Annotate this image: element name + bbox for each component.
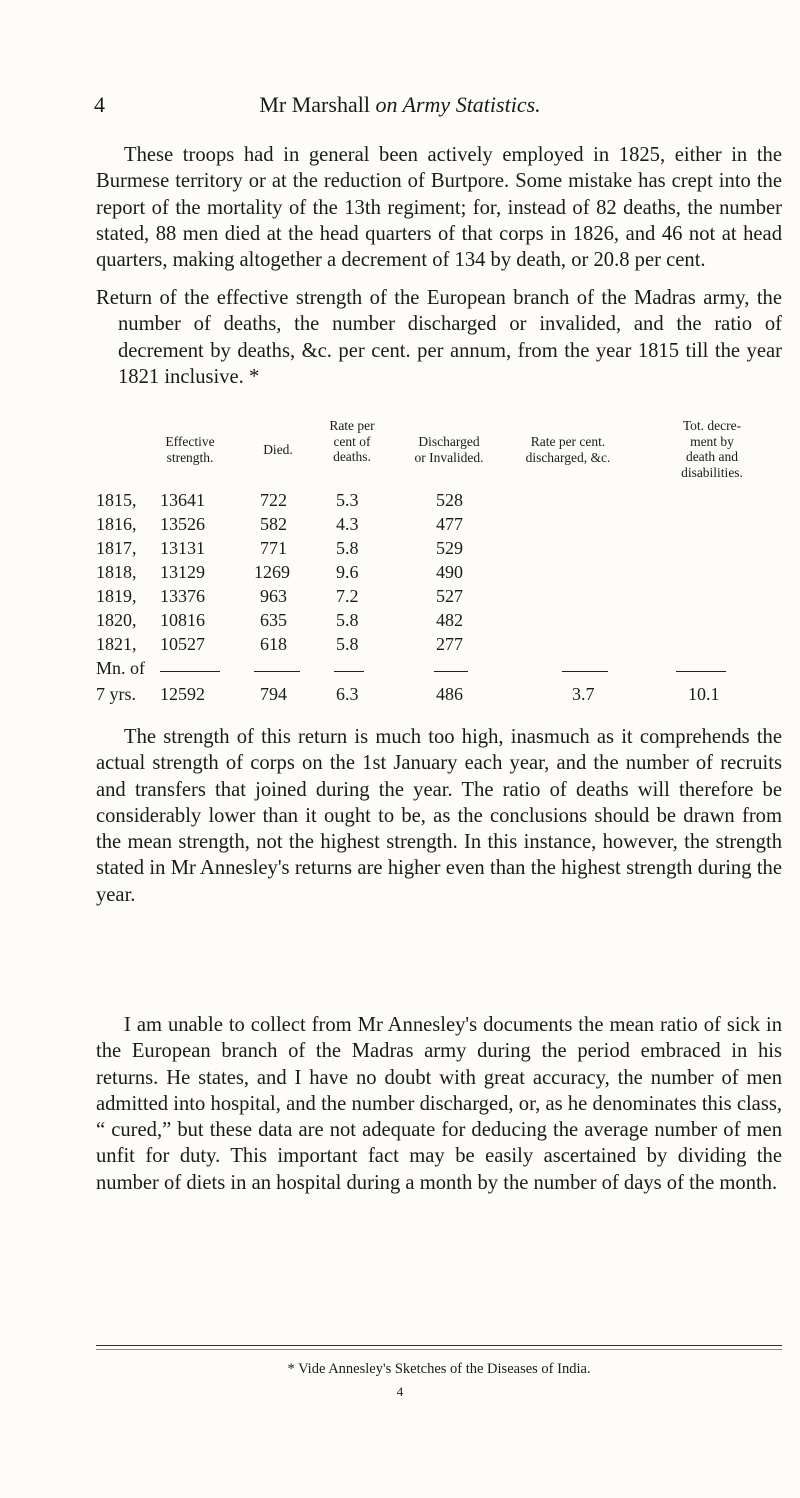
row-1818-year: 1818, (96, 562, 137, 582)
header-rate (312, 418, 392, 465)
rule-died (254, 671, 300, 672)
header-total-line4: disabilities. (681, 464, 743, 480)
paragraph-troops: These troops had in general been actively employed in 1825, either in the Burmese territory or at the reduction of Burtpore. Some mistake has crept into the report of the mortality of the 13th regiment; for, instead of 82 deaths, the number stated, 88 men died at the head quarters of that corps in 1826, and 46 not at head quarters, making altogether a decrement of 134 by death, or 20.8 per cent. (96, 144, 782, 272)
row-1817-strength: 13131 (160, 538, 205, 558)
running-header (94, 92, 706, 124)
header-discharged (394, 434, 504, 465)
running-title-author: Mr Marshall (259, 92, 376, 117)
row-1816-rate: 4.3 (336, 514, 359, 534)
row-1821-year: 1821, (96, 634, 137, 654)
header-died (248, 442, 308, 458)
running-title-subject: Army Statistics. (402, 92, 541, 117)
paragraph-sick-ratio: I am unable to collect from Mr Annesley's documents the mean ratio of sick in the European branch of the Madras army during the period embraced in his returns. He states, and I have no doubt with great accuracy, the number of men admitted into hospital, and the number discharged, or, as he denominates this class, “ cured,” but these data are not adequate for deducing the average number of men unfit for duty. This important fact may be easily ascertained by dividing the number of diets in an hospital during a month by the number of days of the month. (96, 1014, 782, 1194)
row-1819-year: 1819, (96, 586, 137, 606)
row-1819-died: 963 (260, 586, 287, 606)
header-total-line3: death and (685, 449, 739, 464)
header-rate-line2: cent of (333, 433, 371, 449)
header-total-line1: Tot. decre- (682, 418, 742, 433)
mean-label-line1: Mn. of (96, 658, 145, 678)
row-1819-discharged: 527 (436, 586, 463, 606)
table-caption: Return of the effective strength of the European branch of the Madras army, the number of deaths, the number discharged or invalided, and the ratio of decrement by deaths, &c. per cent. per annum, from the year 1815 till the year 1821 inclusive. * (96, 287, 782, 388)
header-discharged-line2: or Invalided. (414, 449, 484, 465)
row-1820-discharged: 482 (436, 610, 463, 630)
header-rate-discharged (508, 434, 628, 465)
row-1815-discharged: 528 (436, 490, 463, 510)
rule-total (676, 671, 726, 672)
row-1819-strength: 13376 (160, 586, 205, 606)
row-1820-rate: 5.8 (336, 610, 359, 630)
page-number: 4 (94, 92, 105, 117)
row-1821-discharged: 277 (436, 634, 463, 654)
row-1815-strength: 13641 (160, 490, 205, 510)
row-1816-discharged: 477 (436, 514, 463, 534)
header-strength-line2: strength. (166, 449, 214, 465)
row-1816-year: 1816, (96, 514, 137, 534)
row-1820-year: 1820, (96, 610, 137, 630)
row-1820-died: 635 (260, 610, 287, 630)
row-1818-discharged: 490 (436, 562, 463, 582)
row-1821-died: 618 (260, 634, 287, 654)
rule-discharged (434, 671, 468, 672)
rule-rate-discharged (562, 671, 608, 672)
footnote: * Vide Annesley's Sketches of the Diseases of India. (287, 1361, 591, 1377)
header-discharged-line1: Discharged (418, 434, 480, 449)
mean-discharged: 486 (436, 684, 463, 704)
header-rate-discharged-line2: discharged, &c. (525, 449, 611, 465)
row-1816-strength: 13526 (160, 514, 205, 534)
mean-label-line2: 7 yrs. (96, 684, 136, 704)
mean-total: 10.1 (688, 684, 720, 704)
row-1819-rate: 7.2 (336, 586, 359, 606)
rule-strength (160, 671, 220, 672)
header-strength (140, 434, 240, 465)
row-1817-rate: 5.8 (336, 538, 359, 558)
row-1820-strength: 10816 (160, 610, 205, 630)
mean-rate: 6.3 (336, 684, 359, 704)
mean-rate-discharged: 3.7 (572, 684, 595, 704)
row-1817-died: 771 (260, 538, 287, 558)
header-total (632, 418, 792, 480)
running-title (94, 92, 706, 118)
row-1815-rate: 5.3 (336, 490, 359, 510)
row-1821-strength: 10527 (160, 634, 205, 654)
header-died-line1: Died. (263, 442, 293, 457)
mean-strength: 12592 (160, 684, 205, 704)
header-rate-line3: deaths. (333, 449, 371, 464)
footnote-rule (96, 1345, 782, 1346)
footnote-rule-secondary (96, 1349, 782, 1350)
signature-mark: 4 (396, 1384, 404, 1399)
row-1821-rate: 5.8 (336, 634, 359, 654)
row-1815-year: 1815, (96, 490, 137, 510)
header-rate-line1: Rate per (329, 418, 375, 433)
header-rate-discharged-line1: Rate per cent. (530, 434, 606, 449)
header-total-line2: ment by (690, 433, 734, 449)
row-1817-year: 1817, (96, 538, 137, 558)
rule-rate (334, 671, 364, 672)
header-strength-line1: Effective (165, 434, 215, 449)
row-1817-discharged: 529 (436, 538, 463, 558)
row-1818-died: 1269 (254, 562, 290, 582)
paragraph-strength-remarks: The strength of this return is much too high, inasmuch as it comprehends the actual strength of corps on the 1st January each year, and the number of recruits and transfers that joined during the year. The ratio of deaths will therefore be considerably lower than it ought to be, as the conclusions should be drawn from the mean strength, not the highest strength. In this instance, however, the strength stated in Mr Annesley's returns are higher even than the highest strength during the year. (96, 726, 782, 906)
row-1815-died: 722 (260, 490, 287, 510)
row-1818-strength: 13129 (160, 562, 205, 582)
row-1818-rate: 9.6 (336, 562, 359, 582)
mean-died: 794 (260, 684, 287, 704)
running-title-on: on (375, 92, 403, 117)
row-1816-died: 582 (260, 514, 287, 534)
